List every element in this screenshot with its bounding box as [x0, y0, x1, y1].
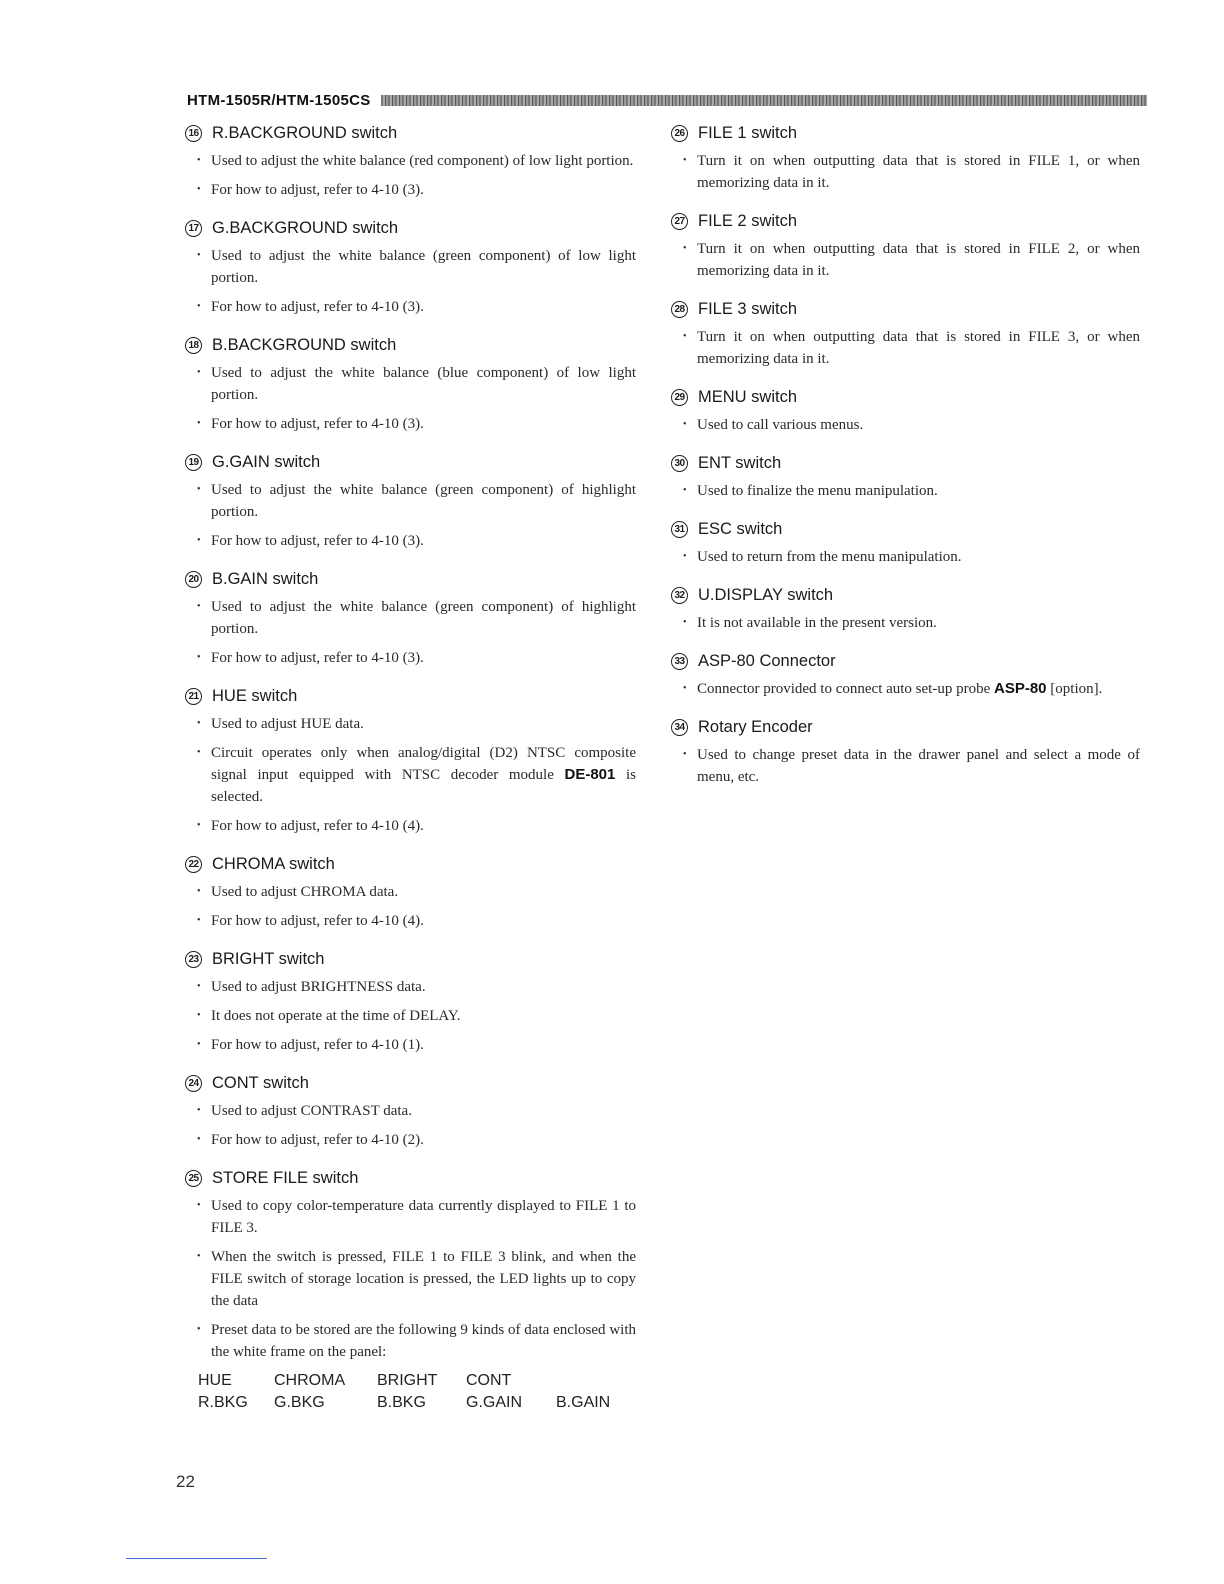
bullet-text: For how to adjust, refer to 4-10 (1).: [211, 1037, 424, 1053]
section-title: MENU switch: [698, 387, 798, 406]
bullet-item: [178, 1100, 636, 1122]
bullet-text: For how to adjust, refer to 4-10 (3).: [211, 416, 424, 432]
bullet-text: Used to copy color-temperature data currently displayed to FILE 1 to FILE 3.: [211, 1198, 636, 1236]
bullet-item: [178, 713, 636, 735]
section-title: HUE switch: [212, 686, 298, 705]
section-28: [664, 298, 1140, 370]
model-title: HTM-1505R/HTM-1505CS: [187, 91, 371, 109]
circled-number: 30: [671, 455, 688, 472]
bullet-text: Circuit operates only when analog/digital (D2) NTSC composite signal input equipped with NTSC decoder module: [211, 745, 636, 783]
bullet-text: Used to adjust the white balance (green component) of highlight portion.: [211, 482, 636, 520]
bullet-text: Used to adjust CHROMA data.: [211, 884, 399, 900]
circled-number: 17: [185, 220, 202, 237]
section-33: [664, 650, 1140, 700]
preset-kind: BRIGHT: [377, 1372, 438, 1389]
bullet-text: Preset data to be stored are the following 9 kinds of data enclosed with the white frame on the panel:: [211, 1322, 636, 1360]
bullet-item: [664, 150, 1140, 194]
circled-number: 18: [185, 337, 202, 354]
bullet-list: [664, 326, 1140, 370]
section-title: G.BACKGROUND switch: [212, 218, 399, 237]
bullet-item: [178, 245, 636, 289]
footer-rule: [126, 1558, 267, 1559]
section-heading: [178, 217, 636, 239]
page-number: 22: [176, 1472, 195, 1491]
section-heading: [664, 210, 1140, 232]
section-heading: [178, 948, 636, 970]
bullet-text: Connector provided to connect auto set-up probe: [697, 681, 991, 697]
section-heading: [664, 386, 1140, 408]
bullet-item: [664, 744, 1140, 788]
bullet-text: For how to adjust, refer to 4-10 (4).: [211, 818, 424, 834]
bullet-item: [178, 1319, 636, 1363]
section-title: ESC switch: [698, 519, 783, 538]
circled-number: 26: [671, 125, 688, 142]
circled-number: 28: [671, 301, 688, 318]
bullet-item: [178, 596, 636, 640]
bullet-text: For how to adjust, refer to 4-10 (3).: [211, 650, 424, 666]
bullet-text: Turn it on when outputting data that is stored in FILE 3, or when memorizing data in it.: [697, 329, 1140, 367]
circled-number: 23: [185, 951, 202, 968]
bullet-text: For how to adjust, refer to 4-10 (3).: [211, 533, 424, 549]
section-heading: [178, 1167, 636, 1189]
section-27: [664, 210, 1140, 282]
bullet-list: [178, 245, 636, 318]
section-heading: [664, 584, 1140, 606]
bullet-item: [664, 612, 1140, 634]
bullet-item: [178, 1195, 636, 1239]
bullet-list: [178, 362, 636, 435]
bullet-text: Used to finalize the menu manipulation.: [697, 483, 938, 499]
section-heading: [664, 650, 1140, 672]
preset-kinds-grid: [198, 1370, 636, 1414]
bullet-item: [664, 678, 1140, 700]
bullet-item: [178, 413, 636, 435]
bullet-item: [178, 479, 636, 523]
probe-suffix: [option].: [1050, 681, 1103, 697]
section-title: ENT switch: [698, 453, 782, 472]
bullet-list: [178, 596, 636, 669]
bullet-list: [664, 150, 1140, 194]
bullet-item: [178, 150, 636, 172]
bullet-item: [178, 362, 636, 406]
bullet-text: For how to adjust, refer to 4-10 (4).: [211, 913, 424, 929]
section-title: R.BACKGROUND switch: [212, 123, 398, 142]
section-heading: [178, 568, 636, 590]
section-title: FILE 3 switch: [698, 299, 798, 318]
bullet-item: [178, 1129, 636, 1151]
circled-number: 21: [185, 688, 202, 705]
circled-number: 33: [671, 653, 688, 670]
section-24: [178, 1072, 636, 1151]
bullet-list: [664, 678, 1140, 700]
section-25: [178, 1167, 636, 1414]
bullet-item: [178, 1034, 636, 1056]
section-heading: [178, 685, 636, 707]
circled-number: 34: [671, 719, 688, 736]
bullet-item: [178, 881, 636, 903]
bullet-list: [664, 480, 1140, 502]
section-16: [178, 122, 636, 201]
bullet-list: [178, 1195, 636, 1363]
header-rule: [381, 95, 1147, 106]
section-heading: [664, 452, 1140, 474]
bullet-list: [664, 612, 1140, 634]
section-heading: [664, 122, 1140, 144]
circled-number: 16: [185, 125, 202, 142]
section-20: [178, 568, 636, 669]
module-suffix: is selected.: [211, 767, 636, 805]
bullet-list: [178, 713, 636, 837]
bullet-item: [178, 647, 636, 669]
preset-kind: R.BKG: [198, 1394, 248, 1411]
section-title: G.GAIN switch: [212, 452, 321, 471]
page-header: [187, 89, 1147, 111]
section-title: FILE 1 switch: [698, 123, 798, 142]
section-30: [664, 452, 1140, 502]
circled-number: 25: [185, 1170, 202, 1187]
bullet-list: [664, 414, 1140, 436]
bullet-item: [178, 1005, 636, 1027]
bullet-item: [178, 530, 636, 552]
right-column: [664, 122, 1140, 804]
preset-kind: HUE: [198, 1372, 232, 1389]
circled-number: 27: [671, 213, 688, 230]
preset-kind: G.GAIN: [466, 1394, 523, 1411]
bullet-text: Turn it on when outputting data that is stored in FILE 2, or when memorizing data in it.: [697, 241, 1140, 279]
left-column: [178, 122, 636, 1430]
bullet-text: For how to adjust, refer to 4-10 (2).: [211, 1132, 424, 1148]
section-title: STORE FILE switch: [212, 1168, 359, 1187]
bullet-text: It does not operate at the time of DELAY.: [211, 1008, 461, 1024]
section-heading: [178, 122, 636, 144]
bullet-text: Used to call various menus.: [697, 417, 864, 433]
section-22: [178, 853, 636, 932]
bullet-list: [664, 238, 1140, 282]
bullet-item: [178, 815, 636, 837]
section-34: [664, 716, 1140, 788]
section-heading: [178, 853, 636, 875]
bullet-list: [178, 479, 636, 552]
section-title: CONT switch: [212, 1073, 309, 1092]
probe-name: ASP-80: [994, 680, 1047, 697]
section-title: B.GAIN switch: [212, 569, 319, 588]
bullet-list: [178, 1100, 636, 1151]
bullet-text: Used to adjust the white balance (red component) of low light portion.: [211, 153, 634, 169]
section-heading: [664, 298, 1140, 320]
bullet-text: For how to adjust, refer to 4-10 (3).: [211, 299, 424, 315]
bullet-list: [664, 546, 1140, 568]
bullet-item: [664, 414, 1140, 436]
preset-kind: G.BKG: [274, 1394, 325, 1411]
circled-number: 32: [671, 587, 688, 604]
circled-number: 22: [185, 856, 202, 873]
bullet-item: [178, 742, 636, 808]
bullet-text: Used to adjust the white balance (blue component) of low light portion.: [211, 365, 636, 403]
bullet-item: [178, 976, 636, 998]
section-32: [664, 584, 1140, 634]
bullet-list: [664, 744, 1140, 788]
bullet-list: [178, 881, 636, 932]
bullet-list: [178, 976, 636, 1056]
preset-kind: CHROMA: [274, 1372, 346, 1389]
bullet-item: [178, 179, 636, 201]
bullet-text: Used to adjust HUE data.: [211, 716, 364, 732]
section-heading: [178, 451, 636, 473]
preset-kind: B.GAIN: [556, 1394, 611, 1411]
bullet-item: [664, 238, 1140, 282]
section-26: [664, 122, 1140, 194]
circled-number: 20: [185, 571, 202, 588]
section-heading: [178, 1072, 636, 1094]
section-17: [178, 217, 636, 318]
bullet-text: Used to adjust the white balance (green component) of low light portion.: [211, 248, 636, 286]
bullet-text: Used to return from the menu manipulation.: [697, 549, 962, 565]
circled-number: 19: [185, 454, 202, 471]
bullet-item: [664, 546, 1140, 568]
bullet-text: Used to adjust BRIGHTNESS data.: [211, 979, 426, 995]
circled-number: 31: [671, 521, 688, 538]
section-heading: [664, 518, 1140, 540]
section-21: [178, 685, 636, 837]
section-31: [664, 518, 1140, 568]
section-title: ASP-80 Connector: [698, 651, 836, 670]
section-heading: [664, 716, 1140, 738]
bullet-item: [178, 1246, 636, 1312]
circled-number: 29: [671, 389, 688, 406]
section-heading: [178, 334, 636, 356]
section-title: CHROMA switch: [212, 854, 335, 873]
bullet-text: It is not available in the present version.: [697, 615, 937, 631]
bullet-text: Used to adjust CONTRAST data.: [211, 1103, 412, 1119]
section-title: Rotary Encoder: [698, 717, 813, 736]
bullet-item: [178, 296, 636, 318]
module-name: DE-801: [564, 766, 616, 783]
section-title: U.DISPLAY switch: [698, 585, 834, 604]
bullet-item: [664, 480, 1140, 502]
bullet-text: Used to change preset data in the drawer panel and select a mode of menu, etc.: [697, 747, 1140, 785]
bullet-text: Turn it on when outputting data that is stored in FILE 1, or when memorizing data in it.: [697, 153, 1140, 191]
bullet-item: [664, 326, 1140, 370]
bullet-text: When the switch is pressed, FILE 1 to FILE 3 blink, and when the FILE switch of storage location is pressed, the LED lights up to copy the data: [211, 1249, 636, 1309]
bullet-text: Used to adjust the white balance (green component) of highlight portion.: [211, 599, 636, 637]
section-29: [664, 386, 1140, 436]
bullet-list: [178, 150, 636, 201]
preset-kind: CONT: [466, 1372, 512, 1389]
section-title: B.BACKGROUND switch: [212, 335, 397, 354]
preset-kind: B.BKG: [377, 1394, 426, 1411]
section-23: [178, 948, 636, 1056]
circled-number: 24: [185, 1075, 202, 1092]
section-title: BRIGHT switch: [212, 949, 325, 968]
bullet-item: [178, 910, 636, 932]
bullet-text: For how to adjust, refer to 4-10 (3).: [211, 182, 424, 198]
section-18: [178, 334, 636, 435]
section-title: FILE 2 switch: [698, 211, 798, 230]
preset-kind: [556, 1370, 626, 1392]
section-19: [178, 451, 636, 552]
